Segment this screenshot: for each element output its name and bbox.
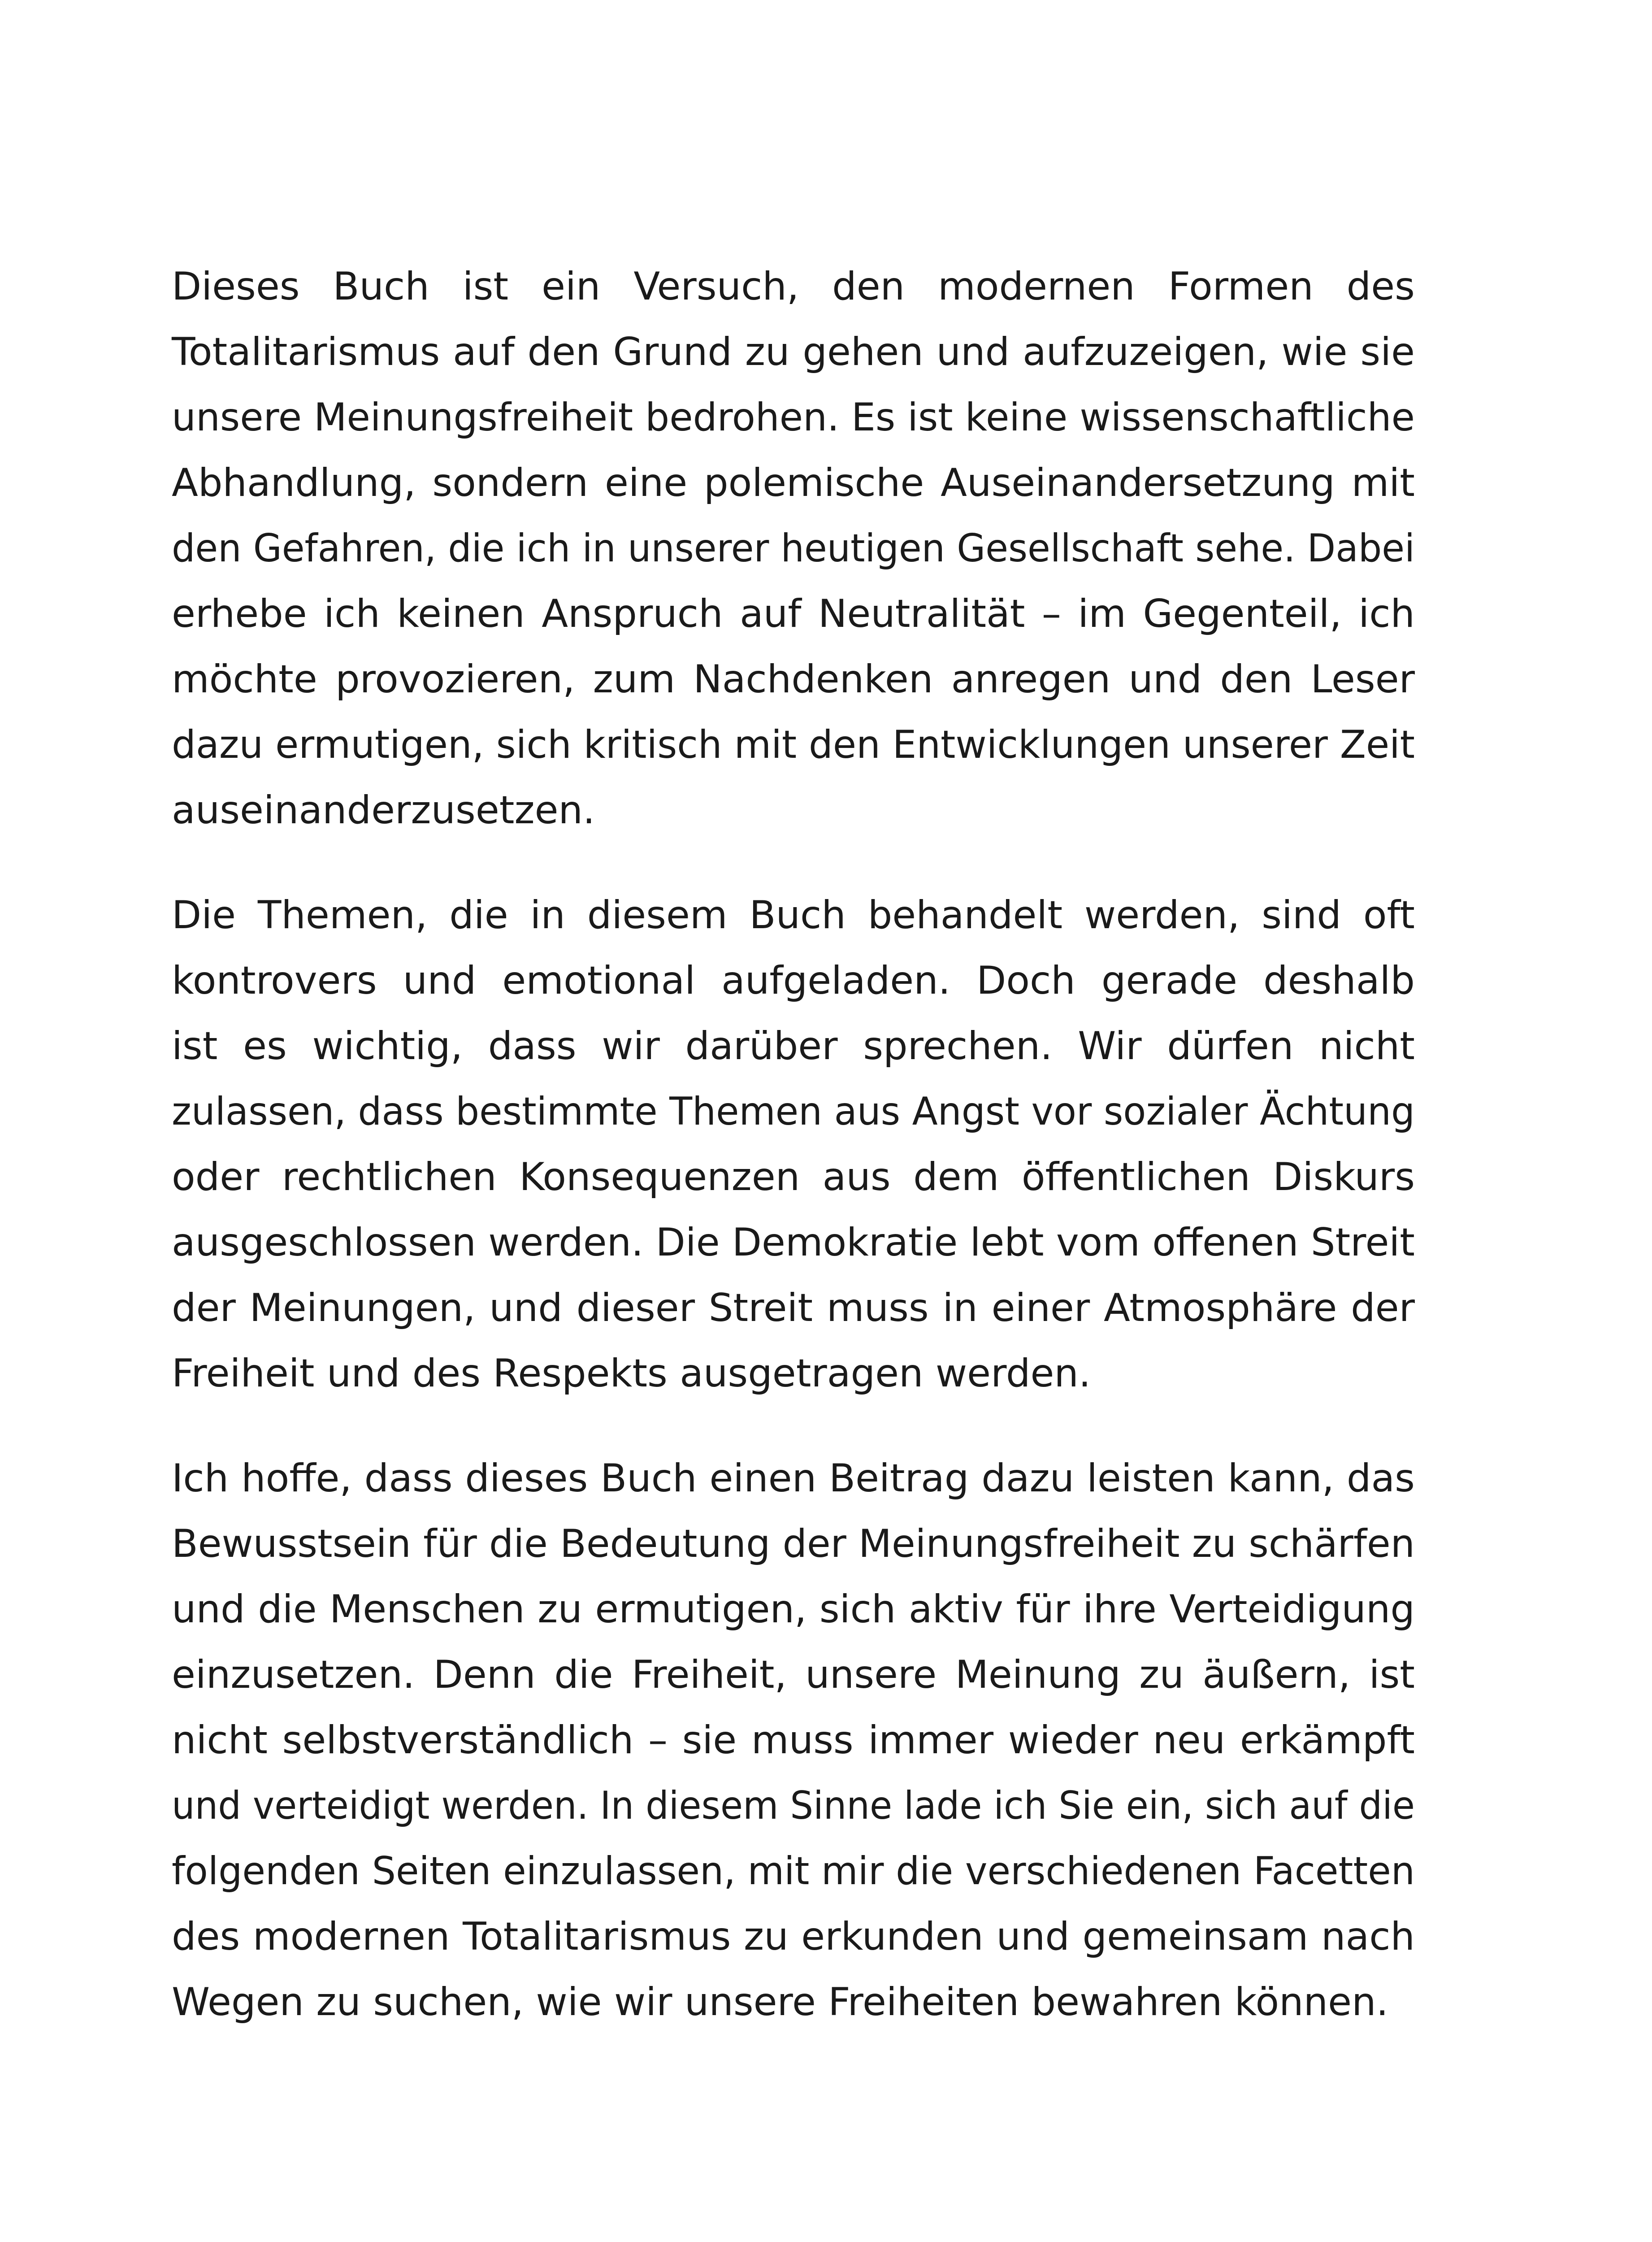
text-line: Ich hoffe, dass dieses Buch einen Beitrag dazu leisten kann, das: [172, 1456, 1415, 1501]
text-line: Totalitarismus auf den Grund zu gehen und aufzuzeigen, wie sie: [172, 330, 1415, 374]
text-line: folgenden Seiten einzulassen, mit mir die verschiedenen Facetten: [172, 1849, 1415, 1894]
text-line: oder rechtlichen Konsequenzen aus dem öffentlichen Diskurs: [172, 1155, 1415, 1199]
text-line: kontrovers und emotional aufgeladen. Doch gerade deshalb: [172, 958, 1415, 1003]
text-line: dazu ermutigen, sich kritisch mit den Entwicklungen unserer Zeit: [172, 722, 1415, 767]
paragraph-3: [172, 1446, 1415, 2035]
text-line: Die Themen, die in diesem Buch behandelt werden, sind oft: [172, 893, 1415, 938]
text-line: ausgeschlossen werden. Die Demokratie lebt vom offenen Streit: [172, 1220, 1415, 1265]
text-line: Abhandlung, sondern eine polemische Auseinandersetzung mit: [172, 461, 1415, 505]
text-line: ist es wichtig, dass wir darüber sprechen. Wir dürfen nicht: [172, 1024, 1415, 1069]
text-line: unsere Meinungsfreiheit bedrohen. Es ist keine wissenschaftliche: [172, 395, 1415, 440]
paragraph-1: [172, 254, 1415, 843]
text-line: Dieses Buch ist ein Versuch, den modernen Formen des: [172, 264, 1415, 309]
body-text: [172, 254, 1415, 2074]
text-line: auseinanderzusetzen.: [172, 788, 595, 833]
text-line: Bewusstsein für die Bedeutung der Meinungsfreiheit zu schärfen: [172, 1521, 1415, 1566]
text-line: und verteidigt werden. In diesem Sinne lade ich Sie ein, sich auf die: [172, 1783, 1415, 1828]
text-line: Freiheit und des Respekts ausgetragen werden.: [172, 1351, 1091, 1396]
paragraph-2: [172, 882, 1415, 1406]
text-line: erhebe ich keinen Anspruch auf Neutralität – im Gegenteil, ich: [172, 591, 1415, 636]
text-line: der Meinungen, und dieser Streit muss in einer Atmosphäre der: [172, 1286, 1415, 1330]
text-line: den Gefahren, die ich in unserer heutigen Gesellschaft sehe. Dabei: [172, 526, 1415, 571]
text-line: einzusetzen. Denn die Freiheit, unsere Meinung zu äußern, ist: [172, 1652, 1415, 1697]
text-line: Wegen zu suchen, wie wir unsere Freiheiten bewahren können.: [172, 1980, 1388, 2025]
text-line: des modernen Totalitarismus zu erkunden und gemeinsam nach: [172, 1914, 1415, 1959]
text-line: und die Menschen zu ermutigen, sich aktiv für ihre Verteidigung: [172, 1587, 1415, 1632]
text-line: möchte provozieren, zum Nachdenken anregen und den Leser: [172, 657, 1415, 702]
text-line: zulassen, dass bestimmte Themen aus Angst vor sozialer Ächtung: [172, 1089, 1415, 1134]
text-line: nicht selbstverständlich – sie muss immer wieder neu erkämpft: [172, 1718, 1415, 1763]
